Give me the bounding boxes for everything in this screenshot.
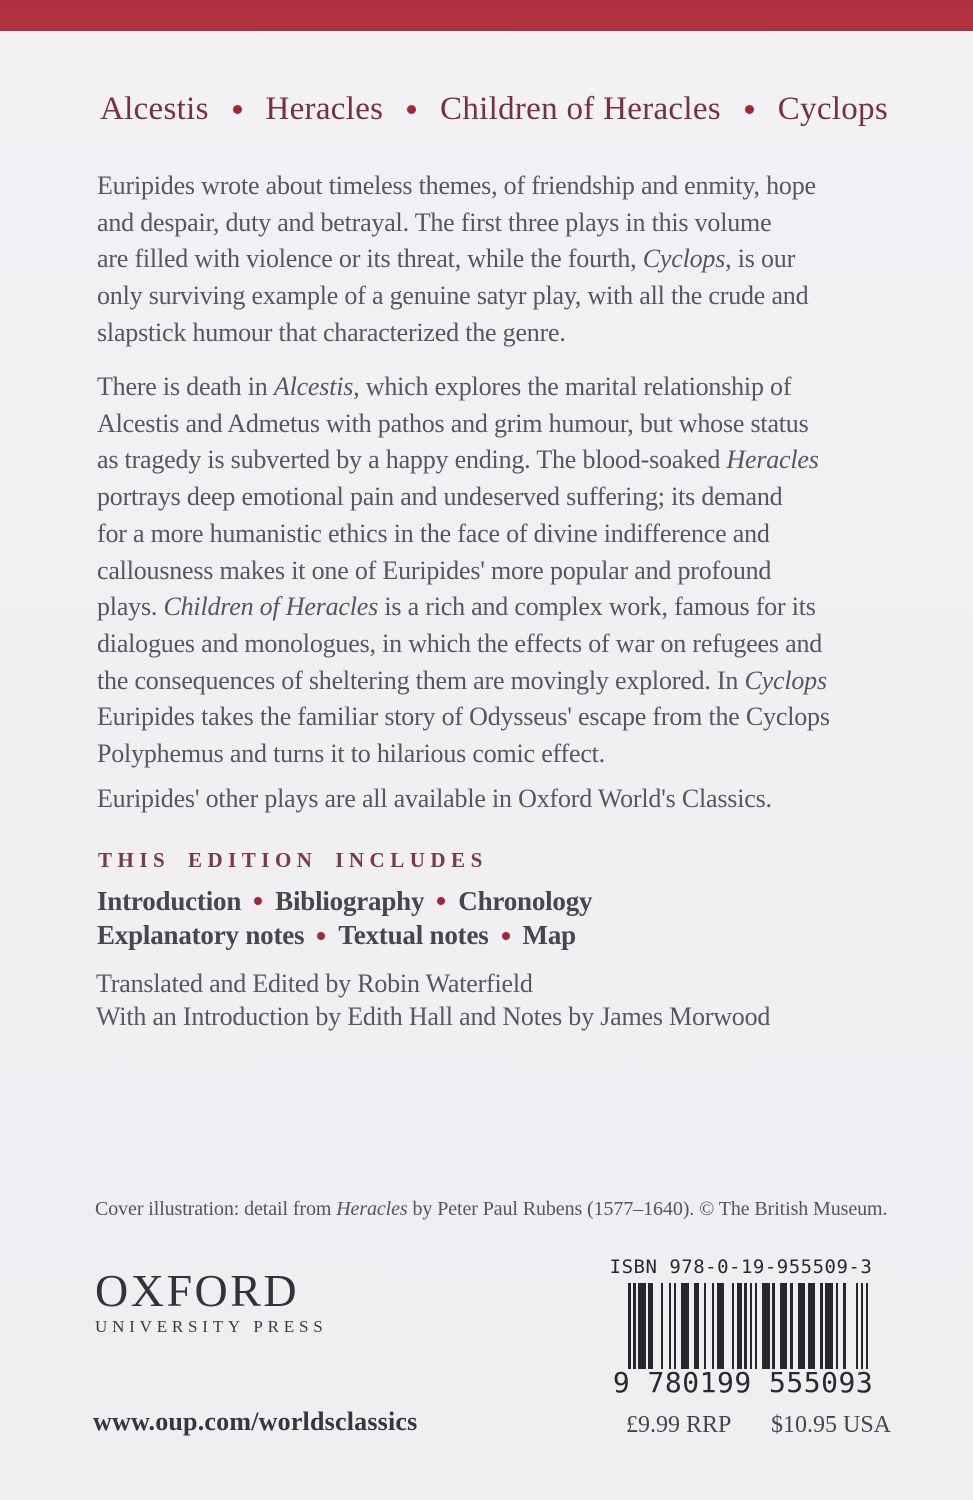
edition-item: Map [522,920,576,951]
text-line: portrays deep emotional pain and undeserved suffering; its demand [97,482,783,512]
text-line: There is death in Alcestis, which explores the marital relationship of [97,372,792,401]
edition-row [97,884,592,919]
blurb-paragraph-1 [97,168,897,352]
text-line: as tragedy is subverted by a happy ending. The blood-soaked Heracles [97,445,819,475]
edition-includes-list [97,884,592,953]
isbn-label: ISBN 978-0-19-955509-3 [609,1256,873,1278]
credit-line-introduction: With an Introduction by Edith Hall and Notes by James Morwood [96,1001,771,1031]
publisher-website-url: www.oup.com/worldsclassics [93,1407,418,1436]
publisher-name: OXFORD [95,1265,300,1316]
edition-includes-heading: THIS EDITION INCLUDES [98,848,488,872]
edition-item: Chronology [458,885,593,916]
bullet-icon [502,932,510,940]
play-title: Children of Heracles [440,91,721,127]
bullet-icon [254,897,262,905]
play-title: Heracles [265,91,384,127]
text-line: Euripides' other plays are all available in Oxford World's Classics. [97,784,772,813]
edition-item: Introduction [97,885,242,916]
text-line: slapstick humour that characterized the genre. [97,317,566,347]
edition-row [97,919,592,954]
bullet-icon [317,932,325,940]
price-gbp: £9.99 RRP [626,1412,732,1438]
play-title: Cyclops [777,91,888,127]
barcode-bar [866,1283,869,1369]
edition-item: Textual notes [338,920,489,951]
play-title: Alcestis [100,91,209,127]
cover-illustration-credit: Cover illustration: detail from Heracles by Peter Paul Rubens (1577–1640). © The British Museum. [95,1198,888,1220]
text-line: are filled with violence or its threat, while the fourth, Cyclops, is our [97,244,796,274]
publisher-logo [95,1267,328,1337]
text-line: and despair, duty and betrayal. The first three plays in this volume [97,207,772,237]
publisher-subtitle: UNIVERSITY PRESS [95,1317,328,1336]
text-line: the consequences of sheltering them are movingly explored. In Cyclops [97,665,827,695]
play-titles-row [100,91,888,128]
bullet-icon [437,897,445,905]
ean13-barcode [628,1283,868,1369]
text-line: dialogues and monologues, in which the effects of war on refugees and [97,628,823,658]
edition-item: Bibliography [275,885,425,916]
top-red-band [0,0,973,31]
bullet-icon [745,105,754,114]
text-line: plays. Children of Heracles is a rich and complex work, famous for its [97,592,816,622]
blurb-paragraph-2 [97,369,897,773]
barcode-number: 9 780199 555093 [612,1366,874,1399]
bullet-icon [407,105,416,114]
text-line: Polyphemus and turns it to hilarious comic effect. [97,739,605,769]
text-line: callousness makes it one of Euripides' more popular and profound [97,555,772,585]
credit-line-translator: Translated and Edited by Robin Waterfield [96,969,533,998]
bullet-icon [233,105,242,114]
blurb-paragraph-3 [97,781,897,818]
text-line: for a more humanistic ethics in the face of divine indifference and [97,518,770,548]
text-line: Alcestis and Admetus with pathos and grim humour, but whose status [97,408,809,438]
edition-item: Explanatory notes [97,920,305,951]
text-line: only surviving example of a genuine satyr play, with all the crude and [97,281,809,311]
text-line: Euripides wrote about timeless themes, of friendship and enmity, hope [97,171,816,200]
text-line: Euripides takes the familiar story of Odysseus' escape from the Cyclops [97,702,830,732]
price-usd: $10.95 USA [771,1412,892,1438]
translator-credits [96,968,770,1033]
